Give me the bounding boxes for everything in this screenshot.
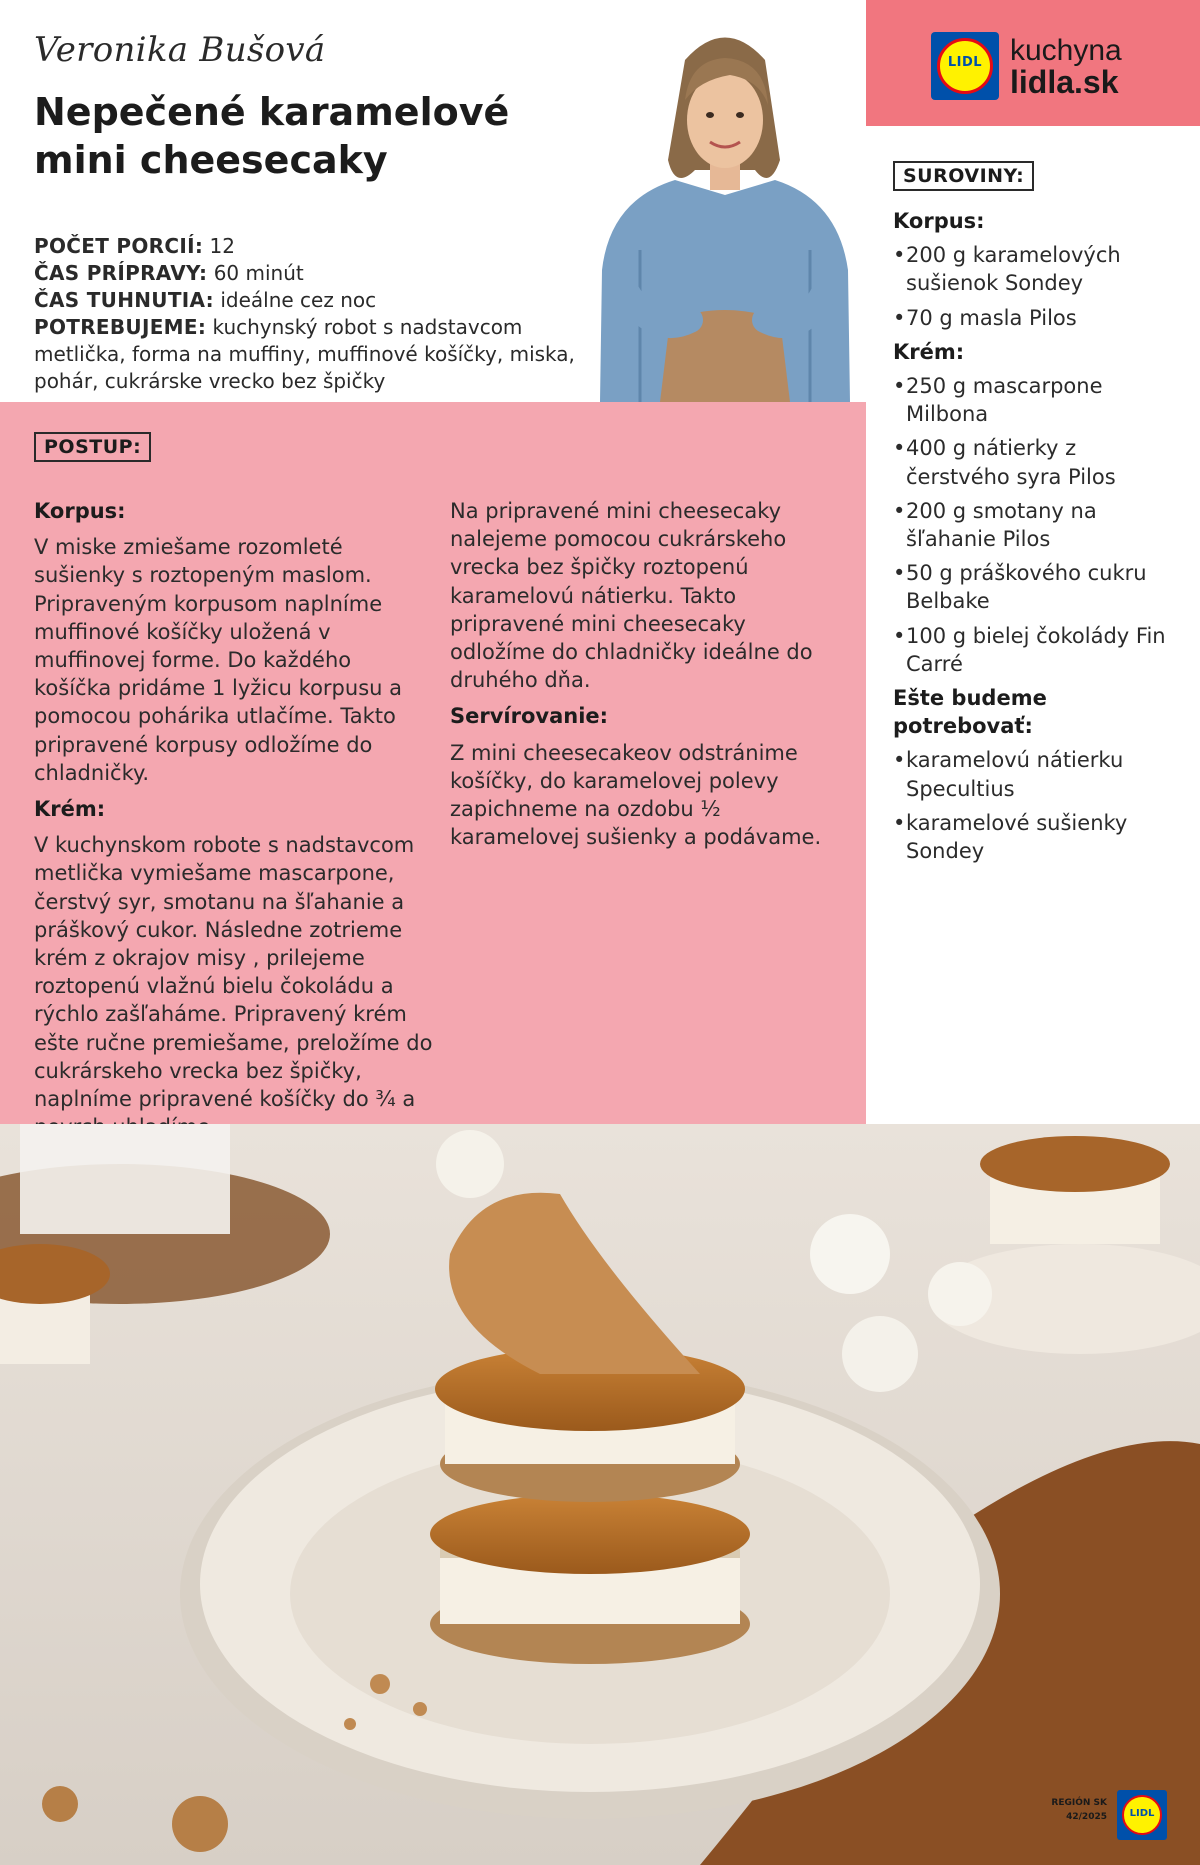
ingredient-item: • 70 g masla Pilos [893,304,1183,332]
ingredient-item: • 100 g bielej čokolády Fin Carré [893,622,1183,678]
ingredients-tag: SUROVINY: [893,161,1034,191]
ingredient-item: • 400 g nátierky z čerstvého syra Pilos [893,434,1183,490]
meta-set-label: ČAS TUHNUTIA: [34,288,214,312]
korpus-heading: Korpus: [34,499,126,523]
meta-prep-value: 60 minút [213,261,304,285]
brand-line1: kuchyna [1010,34,1122,67]
ingredient-item: • karamelovú nátierku Specultius [893,746,1183,802]
ingredient-item: • karamelové sušienky Sondey [893,809,1183,865]
krem-heading: Krém: [34,797,106,822]
author-name: Veronika Bušová [34,30,326,70]
ingredient-item: • 200 g smotany na šľahanie Pilos [893,497,1183,553]
footer-region-label: REGIÓN SK [1051,1798,1107,1808]
chef-photo [580,20,870,402]
method-column-1 [34,497,434,1149]
ingredients-group-heading: Korpus: [893,209,985,233]
korpus-text: V miske zmiešame rozomleté sušienky s roztopeným maslom. Pripraveným korpusom naplníme muffinové košíčky uložená v muffinovej forme. Do každého košíčka pridáme 1 lyžicu korpusu a pomocou pohárika utlačíme. Takto pripravené korpusy odložíme do chladničky. [34,535,402,785]
ingredients-group-heading: Ešte budeme potrebovať: [893,686,1047,739]
ingredient-item: • 50 g práškového cukru Belbake [893,559,1183,615]
ingredients-group-heading: Krém: [893,339,965,364]
meta-portions-label: POČET PORCIÍ: [34,234,204,258]
recipe-meta [34,233,614,395]
brand-line2: lidla.sk [1010,64,1119,100]
ingredient-item: • 250 g mascarpone Milbona [893,372,1183,428]
meta-set [34,287,614,314]
krem-text: V kuchynskom robote s nadstavcom metlička vymiešame mascarpone, čerstvý syr, smotanu na šľahanie a práškový cukor. Následne zotrieme krém z okrajov misy , prilejeme roztopenú vlažnú bielu čokoládu a rýchlo zašľaháme. Pripravený krém ešte ručne premiešame, preložíme do cukrárskeho vrecka bez špičky, naplníme pripravené košíčky do ¾ a [34,833,433,1112]
method-tag: POSTUP: [34,432,151,462]
meta-need-value: kuchynský robot s nadstavcom metlička, forma na muffiny, muffinové košíčky, miska, pohár, cukrárske vrecko bez špičky [34,315,575,393]
footer-lidl-logo-icon [1117,1790,1167,1840]
serving-text: Z mini cheesecakeov odstránime košíčky, do karamelovej polevy zapichneme na ozdobu ½ karamelovej sušienky a podávame. [450,740,822,850]
serving-heading: Servírovanie: [450,704,609,729]
cheesecake-photo [0,1124,1200,1865]
meta-portions [34,233,614,260]
recipe-title: Nepečené karamelové mini cheesecaky [34,90,510,182]
lidl-logo-text: LIDL [947,55,983,70]
method-column-2 [450,497,845,859]
meta-need [34,314,614,395]
footer-logo-text: LIDL [1129,1808,1155,1819]
topping-text: Na pripravené mini cheesecaky nalejeme pomocou cukrárskeho vrecka bez špičky roztopenú karamelovú nátierku. Takto pripravené mini cheesecaky odložíme do chladničky ideálne do druhého dňa. [450,499,813,693]
meta-portions-value: 12 [209,234,235,258]
meta-prep [34,260,614,287]
meta-set-value: ideálne cez noc [220,288,377,312]
footer-issue: 42/2025 [1066,1812,1107,1822]
lidl-logo-icon [931,32,999,100]
ingredients-list [893,207,1183,871]
meta-prep-label: ČAS PRÍPRAVY: [34,261,208,285]
ingredient-item: • 200 g karamelových sušienok Sondey [893,241,1183,297]
meta-need-label: POTREBUJEME: [34,315,207,339]
footer-region [1032,1796,1107,1824]
